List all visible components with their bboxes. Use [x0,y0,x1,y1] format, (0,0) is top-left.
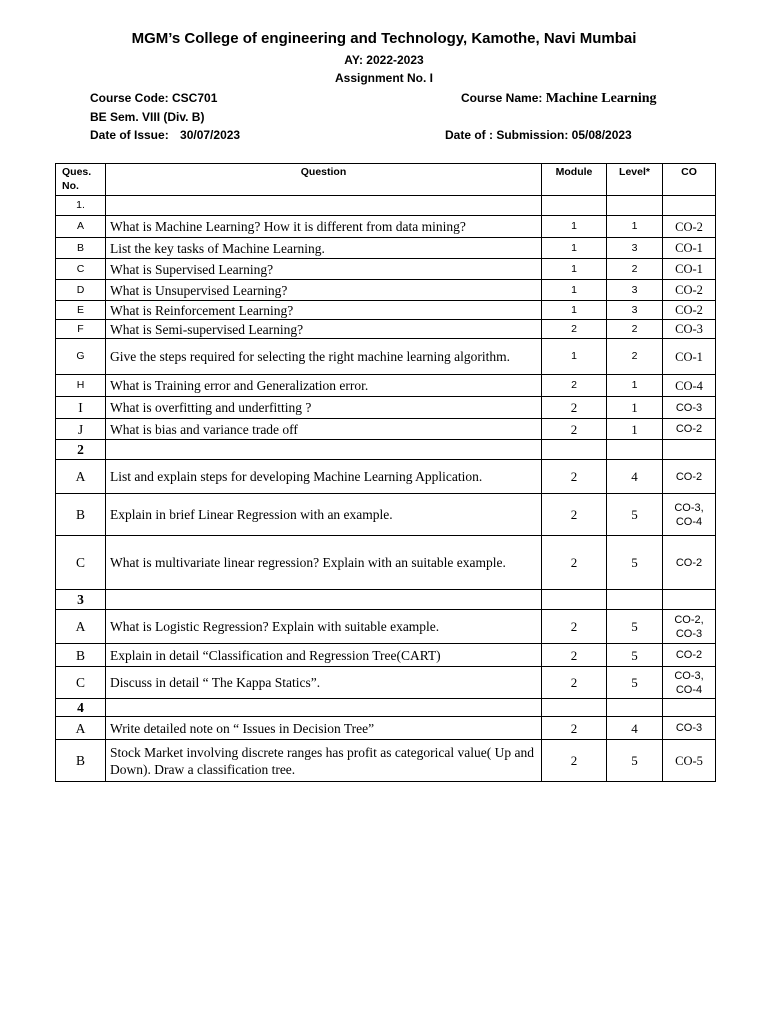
co-cell: CO-2 [663,216,716,238]
module-cell: 2 [542,740,607,782]
level-cell: 2 [607,320,663,339]
table-row [56,460,716,494]
co-cell: CO-5 [663,740,716,782]
ques-no: 2 [56,440,106,460]
ques-no: A [56,460,106,494]
question-text: Write detailed note on “ Issues in Decision Tree” [106,717,542,740]
ques-no: D [56,280,106,301]
table-row [56,717,716,740]
ques-no: B [56,494,106,536]
ques-no: C [56,536,106,590]
date-issue-label: Date of Issue: [90,128,169,142]
module-cell: 1 [542,216,607,238]
ques-no: G [56,339,106,375]
table-row [56,238,716,259]
header-ques-no: Ques. No. [56,164,106,196]
co-cell: CO-2 [663,644,716,667]
level-cell: 1 [607,397,663,419]
question-text: Explain in detail “Classification and Regression Tree(CART) [106,644,542,667]
question-text [106,699,542,717]
assignment-title: Assignment No. I [334,71,433,85]
course-name: Machine Learning [545,91,657,106]
ques-no: 1. [56,196,106,216]
module-cell: 2 [542,717,607,740]
module-cell: 2 [542,460,607,494]
question-text: List the key tasks of Machine Learning. [106,238,542,259]
level-cell: 5 [607,740,663,782]
co-cell: CO-2 [663,536,716,590]
table-row [56,740,716,782]
module-cell: 2 [542,667,607,699]
question-text: What is Unsupervised Learning? [106,280,542,301]
ques-no: C [56,259,106,280]
ques-no: F [56,320,106,339]
level-cell: 2 [607,339,663,375]
level-cell: 1 [607,375,663,397]
module-cell [542,196,607,216]
module-cell [542,590,607,610]
table-row [56,320,716,339]
ques-no: A [56,717,106,740]
date-of-submission: Date of : Submission: 05/08/2023 [445,128,632,142]
question-text: What is Machine Learning? How it is different from data mining? [106,216,542,238]
header-question: Question [106,164,542,196]
question-text: What is bias and variance trade off [106,419,542,440]
co-cell: CO-3 [663,320,716,339]
co-cell: CO-2, CO-3 [663,610,716,644]
section-row [56,440,716,460]
section-row [56,699,716,717]
level-cell: 5 [607,644,663,667]
level-cell: 2 [607,259,663,280]
question-text: What is Reinforcement Learning? [106,301,542,320]
module-cell: 2 [542,320,607,339]
module-cell: 2 [542,644,607,667]
level-cell [607,590,663,610]
ques-no: E [56,301,106,320]
module-cell: 2 [542,536,607,590]
co-cell [663,699,716,717]
co-cell: CO-3, CO-4 [663,494,716,536]
table-row [56,397,716,419]
question-text: Explain in brief Linear Regression with an example. [106,494,542,536]
ques-no: B [56,740,106,782]
table-row [56,610,716,644]
co-cell: CO-4 [663,375,716,397]
question-text [106,440,542,460]
table-row [56,280,716,301]
module-cell: 2 [542,494,607,536]
module-cell: 2 [542,397,607,419]
level-cell: 5 [607,667,663,699]
co-cell: CO-2 [663,280,716,301]
question-text: List and explain steps for developing Machine Learning Application. [106,460,542,494]
section-row [56,590,716,610]
co-cell: CO-1 [663,259,716,280]
level-cell: 3 [607,280,663,301]
level-cell: 3 [607,238,663,259]
question-text [106,590,542,610]
module-cell: 2 [542,375,607,397]
ques-no: 3 [56,590,106,610]
co-cell [663,590,716,610]
co-cell: CO-2 [663,301,716,320]
ques-no: A [56,216,106,238]
question-text: What is multivariate linear regression? Explain with an suitable example. [106,536,542,590]
level-cell: 4 [607,460,663,494]
co-cell: CO-3 [663,397,716,419]
co-cell: CO-2 [663,419,716,440]
level-cell: 5 [607,536,663,590]
question-text: What is Semi-supervised Learning? [106,320,542,339]
ques-no: B [56,644,106,667]
table-row [56,536,716,590]
module-cell [542,440,607,460]
table-row [56,216,716,238]
level-cell: 1 [607,216,663,238]
question-text: What is overfitting and underfitting ? [106,397,542,419]
level-cell: 1 [607,419,663,440]
module-cell: 1 [542,339,607,375]
header-module: Module [542,164,607,196]
ques-no: 4 [56,699,106,717]
ques-no: I [56,397,106,419]
table-header-row [56,164,716,196]
module-cell [542,699,607,717]
module-cell: 1 [542,238,607,259]
table-row [56,419,716,440]
co-cell: CO-1 [663,339,716,375]
question-text: Discuss in detail “ The Kappa Statics”. [106,667,542,699]
ques-no: C [56,667,106,699]
section-row [56,196,716,216]
module-cell: 1 [542,301,607,320]
header-co: CO [663,164,716,196]
date-issue-value: 30/07/2023 [180,128,241,142]
table-row [56,644,716,667]
co-cell: CO-1 [663,238,716,259]
module-cell: 1 [542,259,607,280]
table-row [56,339,716,375]
co-cell: CO-3, CO-4 [663,667,716,699]
course-code: Course Code: CSC701 [90,91,218,105]
level-cell: 5 [607,494,663,536]
academic-year: AY: 2022-2023 [344,53,424,67]
level-cell: 4 [607,717,663,740]
questions-table [55,163,716,782]
table-row [56,259,716,280]
question-text: Stock Market involving discrete ranges has profit as categorical value( Up and Down). Draw a classification tree. [106,740,542,782]
table-row [56,494,716,536]
question-text: What is Logistic Regression? Explain with suitable example. [106,610,542,644]
module-cell: 1 [542,280,607,301]
co-cell [663,440,716,460]
level-cell [607,440,663,460]
module-cell: 2 [542,610,607,644]
level-cell [607,699,663,717]
college-title: MGM’s College of engineering and Technology, Kamothe, Navi Mumbai [131,30,637,47]
ques-no: J [56,419,106,440]
level-cell: 3 [607,301,663,320]
ques-no: B [56,238,106,259]
header-level: Level* [607,164,663,196]
table-row [56,667,716,699]
date-of-issue [90,128,240,142]
table-row [56,301,716,320]
semester-division: BE Sem. VIII (Div. B) [90,110,205,124]
level-cell [607,196,663,216]
question-text: What is Training error and Generalization error. [106,375,542,397]
ques-no: H [56,375,106,397]
question-text: Give the steps required for selecting the right machine learning algorithm. [106,339,542,375]
level-cell: 5 [607,610,663,644]
course-name-label: Course Name: [461,91,543,105]
course-name-row [461,91,657,107]
question-text: What is Supervised Learning? [106,259,542,280]
co-cell: CO-3 [663,717,716,740]
table-row [56,375,716,397]
question-text [106,196,542,216]
co-cell [663,196,716,216]
module-cell: 2 [542,419,607,440]
ques-no: A [56,610,106,644]
co-cell: CO-2 [663,460,716,494]
